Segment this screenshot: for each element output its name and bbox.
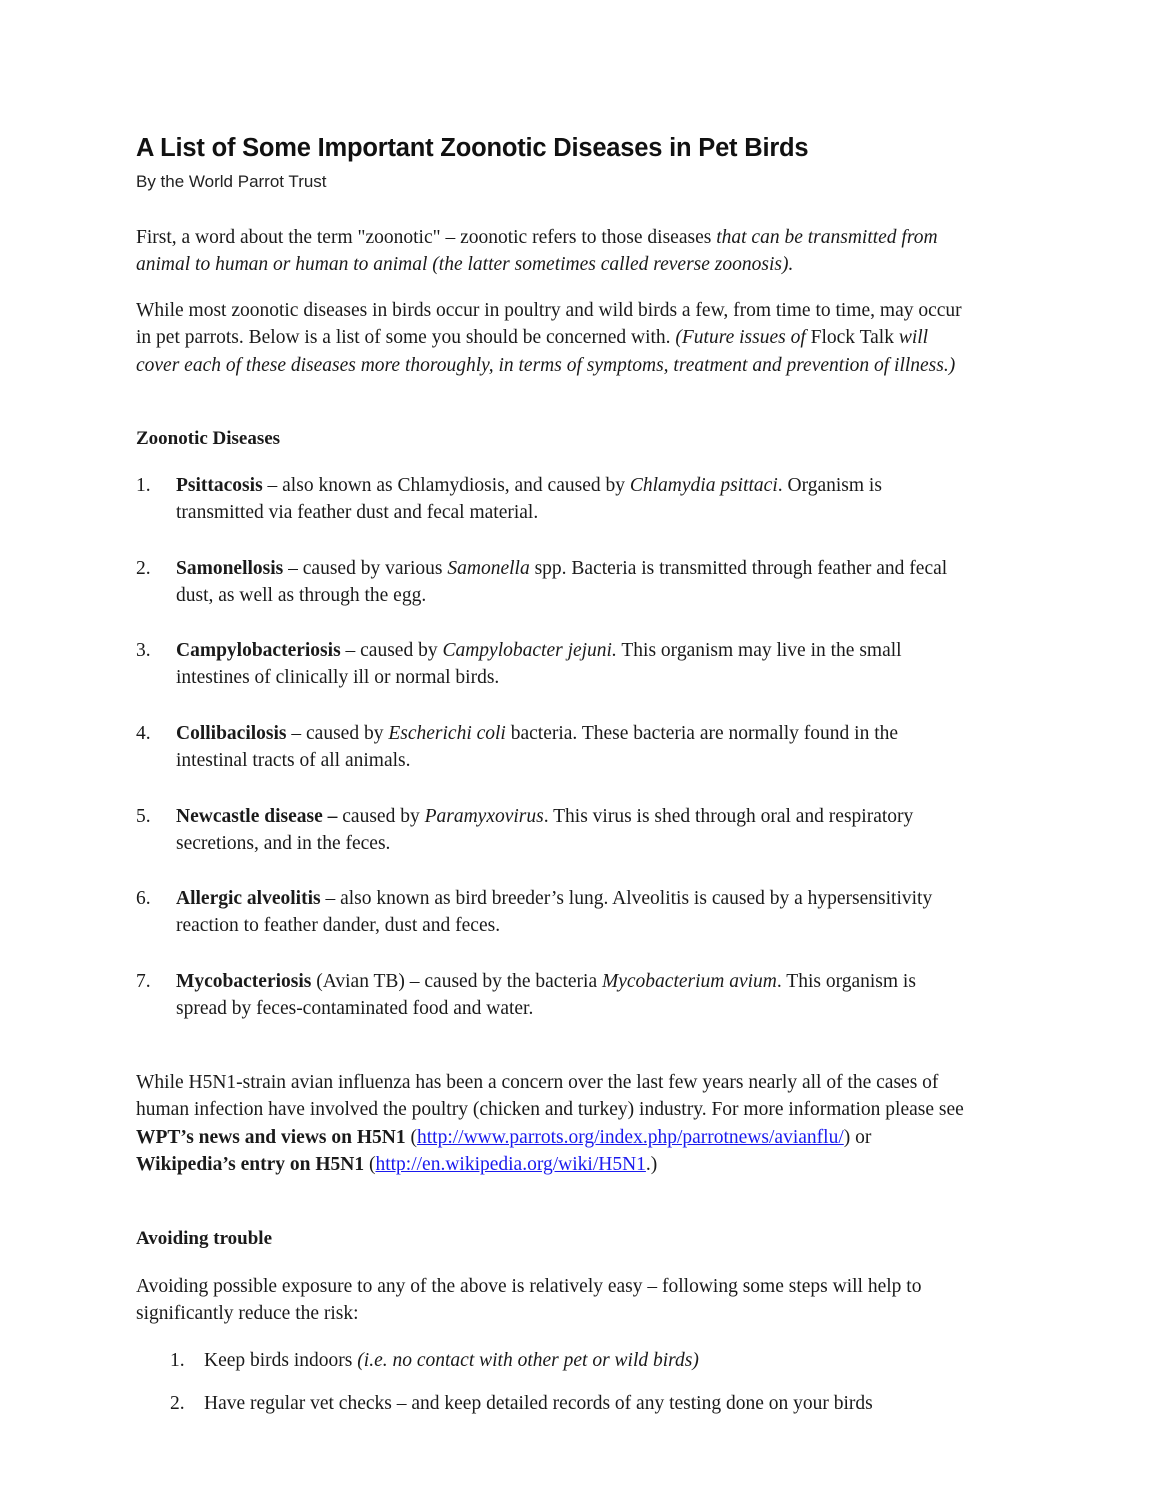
text-run: dust, as well as through the egg.	[176, 585, 427, 607]
text-run: . This organism is	[776, 971, 916, 992]
bold-text: Psittacosis	[176, 475, 263, 496]
text-run: – caused by various	[283, 558, 448, 579]
text-run: Flock Talk	[810, 327, 899, 349]
bold-text: Allergic alveolitis	[176, 888, 321, 909]
italic-text: (i.e. no contact with other pet or wild birds)	[357, 1350, 699, 1371]
italic-text: will	[898, 327, 929, 349]
text-run: (	[405, 1126, 417, 1148]
text-run: While H5N1-strain avian influenza has been a concern over the last few years nearly all of the cases of	[136, 1072, 939, 1093]
bold-text: WPT’s news and views on H5N1	[136, 1126, 406, 1148]
italic-text: that can be transmitted from	[716, 227, 938, 248]
bold-text: Collibacilosis	[176, 723, 287, 744]
link[interactable]: http://www.parrots.org/index.php/parrotnews/avianflu/	[416, 1126, 844, 1148]
text-run: . This virus is shed through oral and respiratory	[543, 806, 914, 827]
list-number: 1.	[136, 475, 151, 496]
italic-text: Paramyxovirus	[424, 806, 544, 827]
text-run: – also known as Chlamydiosis, and caused by	[262, 475, 630, 496]
link[interactable]: http://en.wikipedia.org/wiki/H5N1	[375, 1153, 646, 1175]
text-run: human infection have involved the poultry (chicken and turkey) industry. For more information please see	[136, 1099, 964, 1121]
text-run: This organism may live in the small	[616, 640, 902, 661]
intro-paragraph	[136, 224, 938, 279]
list-number: 3.	[136, 640, 151, 661]
text-run: transmitted via feather dust and fecal material.	[176, 502, 539, 524]
text-run: in pet parrots. Below is a list of some you should be concerned with.	[136, 327, 676, 349]
section-heading: Zoonotic Diseases	[136, 428, 281, 449]
italic-text: Escherichi coli	[388, 723, 506, 744]
text-run: caused by	[337, 806, 425, 827]
list-number: 6.	[136, 888, 151, 909]
text-run: intestinal tracts of all animals.	[176, 750, 411, 772]
text-run: Have regular vet checks – and keep detailed records of any testing done on your birds	[204, 1393, 873, 1414]
text-run: reaction to feather dander, dust and feces.	[176, 915, 501, 937]
list-text	[204, 1390, 873, 1417]
italic-text: (Future issues of	[675, 327, 811, 349]
bold-text: Samonellosis	[176, 558, 284, 579]
text-run: First, a word about the term "zoonotic" – zoonotic refers to those diseases	[136, 227, 717, 248]
text-run: ) or	[843, 1126, 872, 1148]
list-number: 4.	[136, 723, 151, 744]
avoid-paragraph	[136, 1273, 921, 1328]
list-number: 1.	[170, 1350, 185, 1371]
intro-paragraph	[136, 297, 962, 379]
text-run: (	[364, 1153, 376, 1175]
list-number: 5.	[136, 806, 151, 827]
italic-text: Samonella	[447, 558, 530, 579]
text-run: secretions, and in the feces.	[176, 833, 391, 855]
italic-text: animal to human or human to animal (the latter sometimes called reverse zoonosis).	[136, 254, 794, 276]
list-text	[204, 1347, 699, 1374]
list-text	[176, 968, 916, 1023]
italic-text: Chlamydia psittaci	[629, 475, 778, 496]
list-number: 2.	[136, 558, 151, 579]
text-run: – caused by	[286, 723, 389, 744]
list-text	[176, 637, 902, 692]
page-title: A List of Some Important Zoonotic Diseases in Pet Birds	[136, 134, 809, 162]
bold-text: Newcastle disease –	[176, 806, 338, 827]
list-number: 7.	[136, 971, 151, 992]
list-text	[176, 555, 947, 610]
italic-text: Mycobacterium avium	[601, 971, 777, 992]
italic-text: Campylobacter jejuni.	[442, 640, 617, 661]
text-run: significantly reduce the risk:	[136, 1303, 359, 1325]
section-heading: Avoiding trouble	[136, 1228, 273, 1249]
byline: By the World Parrot Trust	[136, 172, 327, 191]
text-run: spread by feces-contaminated food and water.	[176, 998, 534, 1020]
list-text	[176, 720, 898, 775]
italic-text: cover each of these diseases more thoroughly, in terms of symptoms, treatment and prevention of illness.)	[136, 354, 956, 376]
text-run: (Avian TB) – caused by the bacteria	[311, 971, 602, 992]
text-run: spp. Bacteria is transmitted through feather and fecal	[529, 558, 948, 579]
text-run: – caused by	[340, 640, 443, 661]
list-text	[176, 472, 882, 527]
bold-text: Campylobacteriosis	[176, 640, 341, 661]
bold-text: Wikipedia’s entry on H5N1	[136, 1153, 365, 1175]
text-run: intestines of clinically ill or normal birds.	[176, 667, 500, 689]
list-number: 2.	[170, 1393, 185, 1414]
h5n1-paragraph	[136, 1069, 964, 1178]
bold-text: Mycobacteriosis	[176, 971, 312, 992]
text-run: .)	[645, 1153, 658, 1175]
text-run: bacteria. These bacteria are normally found in the	[505, 723, 899, 744]
text-run: While most zoonotic diseases in birds occur in poultry and wild birds a few, from time to time, may occur	[136, 300, 962, 321]
list-text	[176, 885, 932, 940]
list-text	[176, 803, 913, 858]
text-run: Avoiding possible exposure to any of the above is relatively easy – following some steps will help to	[136, 1276, 922, 1297]
text-run: – also known as bird breeder’s lung. Alveolitis is caused by a hypersensitivity	[320, 888, 933, 909]
text-run: Keep birds indoors	[204, 1350, 358, 1371]
text-run: . Organism is	[777, 475, 882, 496]
